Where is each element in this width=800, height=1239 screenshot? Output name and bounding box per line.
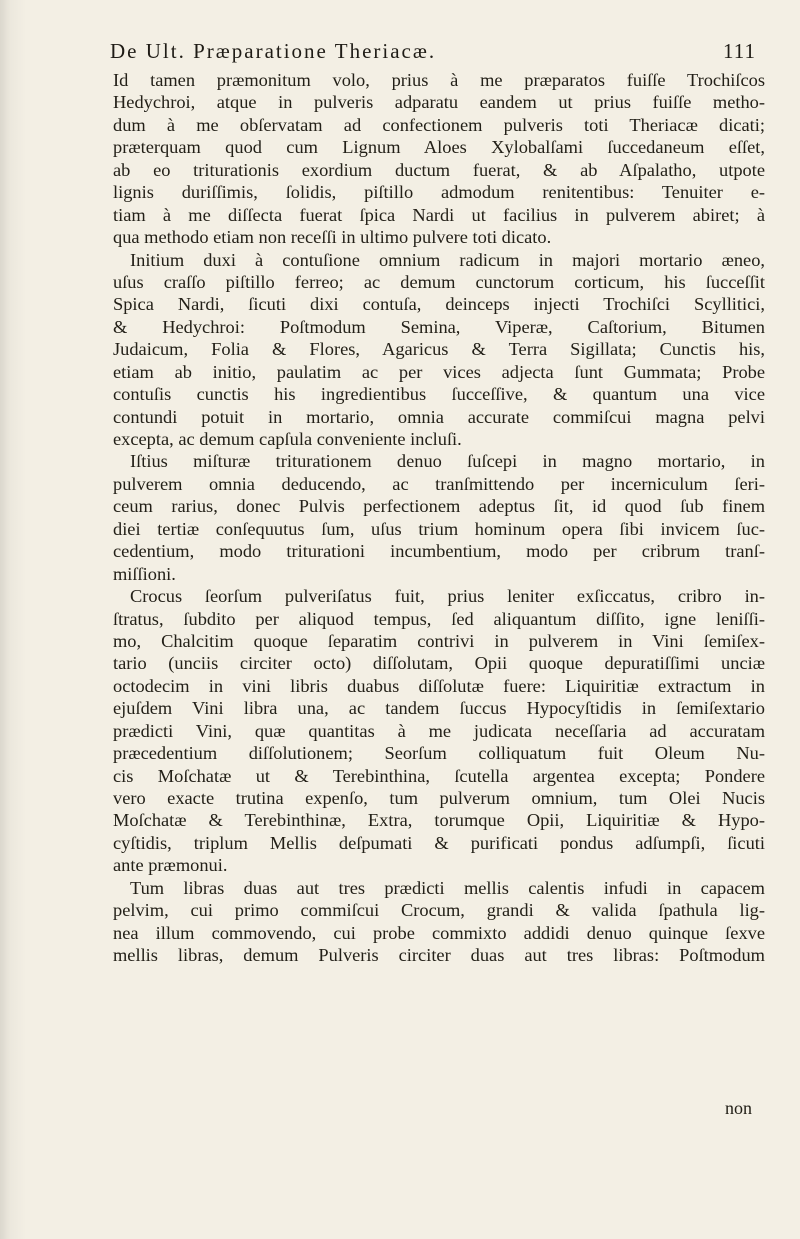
text-line: miſſioni. bbox=[113, 563, 176, 584]
text-line: ceum rarius, donec Pulvis perfectionem adeptus ſit, id quod ſub finem bbox=[113, 496, 765, 517]
text-line: qua methodo etiam non receſſi in ultimo pulvere toti dicato. bbox=[113, 227, 552, 248]
text-line: Id tamen præmonitum volo, prius à me præparatos fuiſſe Trochiſcos bbox=[113, 70, 765, 90]
text-line: mellis libras, demum Pulveris circiter duas aut tres libras: Poſtmodum bbox=[113, 945, 765, 966]
page-number: 111 bbox=[723, 39, 756, 63]
text-line: contundi potuit in mortario, omnia accurate commiſcui magna pelvi bbox=[113, 406, 765, 427]
text-line: pulverem omnia deducendo, ac tranſmittendo per incerniculum ſeri- bbox=[113, 473, 765, 494]
text-line: Moſchatæ & Terebinthinæ, Extra, torumque Opii, Liquiritiæ & Hypo- bbox=[113, 810, 765, 831]
text-line: mo, Chalcitim quoque ſeparatim contrivi in pulverem in Vini ſemiſex- bbox=[113, 630, 765, 651]
text-line: cedentium, modo triturationi incumbentium, modo per cribrum tranſ- bbox=[113, 541, 765, 562]
text-line: Spica Nardi, ſicuti dixi contuſa, deinceps injecti Trochiſci Scyllitici, bbox=[113, 294, 765, 315]
text-line: lignis duriſſimis, ſolidis, piſtillo admodum renitentibus: Tenuiter e- bbox=[113, 182, 765, 203]
text-line: Hedychroi, atque in pulveris adparatu eandem ut prius fuiſſe metho- bbox=[113, 92, 765, 113]
text-line: Tum libras duas aut tres prædicti mellis calentis infudi in capacem bbox=[130, 877, 765, 898]
text-line: prædicti Vini, quæ quantitas à me judicata neceſſaria ad accuratam bbox=[113, 720, 765, 741]
text-line: Initium duxi à contuſione omnium radicum in majori mortario æneo, bbox=[130, 249, 765, 270]
text-line: tiam à me diſſecta fuerat ſpica Nardi ut facilius in pulverem abiret; à bbox=[113, 204, 765, 225]
text-line: excepta, ac demum capſula conveniente incluſi. bbox=[113, 429, 462, 449]
text-line: præcedentium diſſolutionem; Seorſum colliquatum fuit Oleum Nu- bbox=[113, 743, 765, 764]
text-line: cis Moſchatæ ut & Terebinthina, ſcutella argentea excepta; Pondere bbox=[113, 765, 765, 786]
text-line: diei tertiæ conſequutus ſum, uſus trium hominum opera ſibi invicem ſuc- bbox=[113, 518, 765, 539]
text-line: tario (unciis circiter octo) diſſolutam, Opii quoque depuratiſſimi unciæ bbox=[113, 653, 765, 674]
body-text bbox=[113, 69, 765, 967]
text-line: ab eo triturationis exordium ductum fuerat, & ab Aſpalatho, utpote bbox=[113, 159, 765, 180]
text-line: uſus craſſo piſtillo ferreo; ac demum cunctorum corticum, his ſucceſſit bbox=[113, 271, 765, 292]
text-line: ſtratus, ſubdito per aliquod tempus, ſed aliquantum diſſito, igne leniſſi- bbox=[113, 608, 765, 629]
text-line: præterquam quod cum Lignum Aloes Xylobalſami ſuccedaneum eſſet, bbox=[113, 137, 765, 158]
text-line: nea illum commovendo, cui probe commixto addidi denuo quinque ſexve bbox=[113, 922, 765, 943]
text-line: contuſis cunctis his ingredientibus ſucceſſive, & quantum una vice bbox=[113, 384, 765, 405]
text-line: & Hedychroi: Poſtmodum Semina, Viperæ, Caſtorium, Bitumen bbox=[113, 316, 765, 337]
running-head bbox=[110, 39, 756, 63]
running-head-title: De Ult. Præparatione Theriacæ. bbox=[110, 39, 437, 63]
text-line: etiam ab initio, paulatim ac per vices adjecta ſunt Gummata; Probe bbox=[113, 361, 765, 382]
text-line: Iſtius miſturæ triturationem denuo ſuſcepi in magno mortario, in bbox=[130, 451, 765, 472]
text-line: Crocus ſeorſum pulveriſatus fuit, prius leniter exſiccatus, cribro in- bbox=[130, 586, 765, 607]
text-line: dum à me obſervatam ad confectionem pulveris toti Theriacæ dicati; bbox=[113, 114, 765, 135]
text-line: octodecim in vini libris duabus diſſolutæ fuere: Liquiritiæ extractum in bbox=[113, 675, 765, 696]
catchword: non bbox=[725, 1098, 752, 1118]
text-line: pelvim, cui primo commiſcui Crocum, grandi & valida ſpathula lig- bbox=[113, 900, 765, 921]
text-line: Judaicum, Folia & Flores, Agaricus & Terra Sigillata; Cunctis his, bbox=[113, 339, 765, 360]
text-line: ejuſdem Vini libra una, ac tandem ſuccus Hypocyſtidis in ſemiſextario bbox=[113, 698, 765, 719]
text-line: ante præmonui. bbox=[113, 855, 228, 876]
text-line: vero exacte trutina expenſo, tum pulverum omnium, tum Olei Nucis bbox=[113, 788, 765, 808]
text-line: cyſtidis, triplum Mellis deſpumati & purificati pondus adſumpſi, ſicuti bbox=[113, 832, 765, 853]
